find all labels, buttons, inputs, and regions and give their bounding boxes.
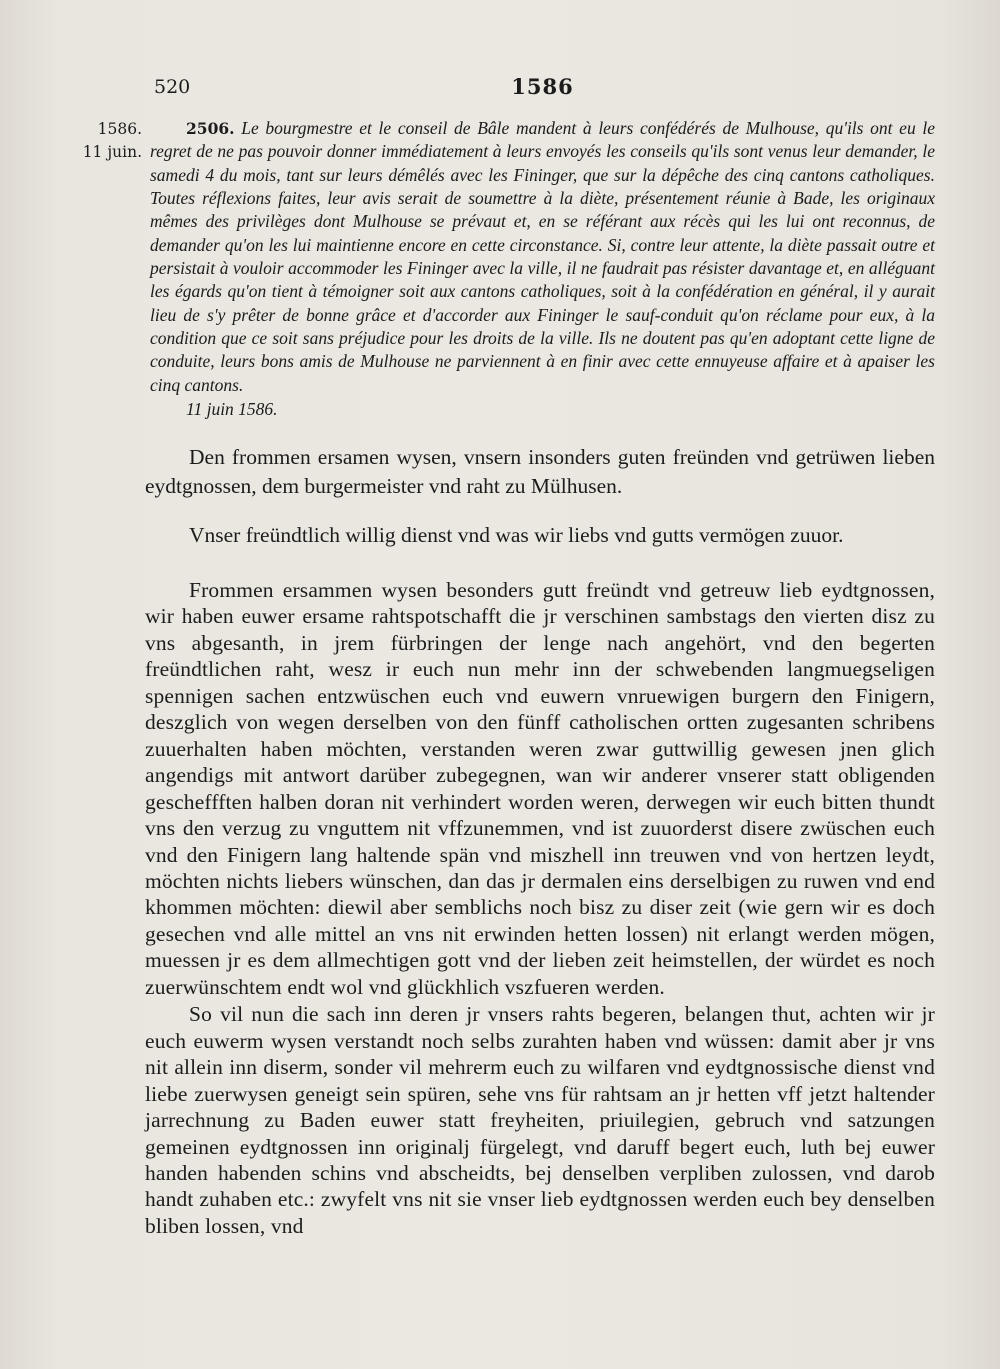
running-header-year: 1586 <box>511 74 574 99</box>
summary-text: Le bourgmestre et le conseil de Bâle mandent à leurs confédérés de Mulhouse, qu'ils ont eu le regret de ne pas pouvoir donner immédiatement à leurs envoyés les conseils qu'ils sont venus leur demander, le samedi 4 du mois, tant sur leurs démêlés avec les Fininger, que sur la dépêche des cinq cantons catholiques. Toutes réflexions faites, leur avis serait de soumettre à la diète, présentement réunie à Bade, les originaux mêmes des privilèges dont Mulhouse se prévaut et, en se référant aux récès qui les lui ont reconnus, de demander qu'on les lui maintienne encore en cette circonstance. Si, contre leur attente, la diète passait outre et persistait à vouloir accommoder les Fininger avec la ville, il ne faudrait pas résister davantage et, en alléguant les égards qu'on tient à témoigner soit aux cantons catholiques, soit à la confédération en général, il y aurait lieu de s'y prêter de bonne grâce et d'accorder aux Fininger le sauf-conduit qu'on réclame pour eux, à la condition que ce soit sans préjudice pour les droits de la ville. Ils ne doutent pas qu'en adoptant cette ligne de conduite, leurs bons amis de Mulhouse ne parviennent à en finir avec cette ennuyeuse affaire et à apaiser les cinq cantons. <box>150 118 935 395</box>
page-number: 520 <box>154 76 191 98</box>
margin-year: 1586. <box>97 120 142 138</box>
page-header <box>150 74 935 104</box>
margin-day: 11 juin. <box>82 143 142 161</box>
letter-paragraph: So vil nun die sach inn deren jr vnsers rahts begeren, belangen thut, achten wir jr euch euwerm wysen verstandt noch selbs zurahten haben vnd wüssen: damit aber jr vns nit allein inn diserm, sonder vil mehrerm euch zu wilfaren vnd eydtgnossische dienst vnd liebe zuerwysen geneigt sein spüren, sehe vns für rahtsam an jr hetten vff jetzt haltender jarrechnung zu Baden euwer statt freyheiten, priuilegien, gebruch vnd satzungen gemeinen eydtgnossen inn originalj fürgelegt, vnd daruff begert euch, luth bej euwer handen habenden schins vnd abscheidts, bej denselben verpliben zulossen, vnd darob handt zuhaben etc.: zwyfelt vns nit sie vnser lieb eydtgnossen werden euch bey denselben bliben lossen, vnd <box>145 1002 935 1238</box>
letter-body <box>145 577 935 1239</box>
document-number: 2506. <box>186 119 235 138</box>
letter-address: Den frommen ersamen wysen, vnsern insonders guten freünden vnd getrüwen lieben eydtgnossen, dem burgermeister vnd raht zu Mülhusen. <box>145 445 935 498</box>
letter-paragraph: Frommen ersammen wysen besonders gutt freündt vnd getreuw lieb eydtgnossen, wir haben euwer ersame rahtspotschafft die jr verschinen sambstags den vierten disz zu vns abgesanth, in jrem fürbringen der lenge nach angehört, vnd den begerten freündtlichen raht, wesz ir euch nun mehr inn der schwebenden langmuegseligen spennigen sachen entzwüschen euch vnd euwern vnruewigen burgern den Finigern, deszglich von wegen derselben von den fünff catholischen ortten zugesanten schribens zuuerhalten haben möchten, verstanden weren zwar guttwillig gewesen jnen glich angendigs mit antwort darüber zubegegnen, wan wir anderer vnserer statt obligenden gescheffften halben doran nit verhindert worden weren, derwegen wir euch bitten thundt vns den verzug zu vnguttem nit vffzunemmen, vnd ist zuuorderst disere zwüschen euch vnd den Finigern lang haltende spän vnd miszhell inn treuwen vnd von hertzen leydt, möchten nichts liebers wünschen, dan das jr dermalen eins derselbigen zu ruwen vnd end khommen möchten: diewil aber semblichs noch bisz zu diser zeit (wie gern wir es doch gesechen vnd alle mittel an vns nit erwinden hetten lossen) nit erlangt werden mögen, muessen jr es dem allmechtigen gott vnd der lieben zeit heimstellen, der würdet es noch zuerwünschtem endt wol vnd glückhlich vszfueren werden. <box>145 578 935 999</box>
margin-date-note <box>82 118 142 164</box>
regest-summary <box>150 117 935 397</box>
letter-greeting: Vnser freündtlich willig dienst vnd was wir liebs vnd gutts vermögen zuuor. <box>189 523 844 547</box>
regest-date: 11 juin 1586. <box>186 399 278 419</box>
